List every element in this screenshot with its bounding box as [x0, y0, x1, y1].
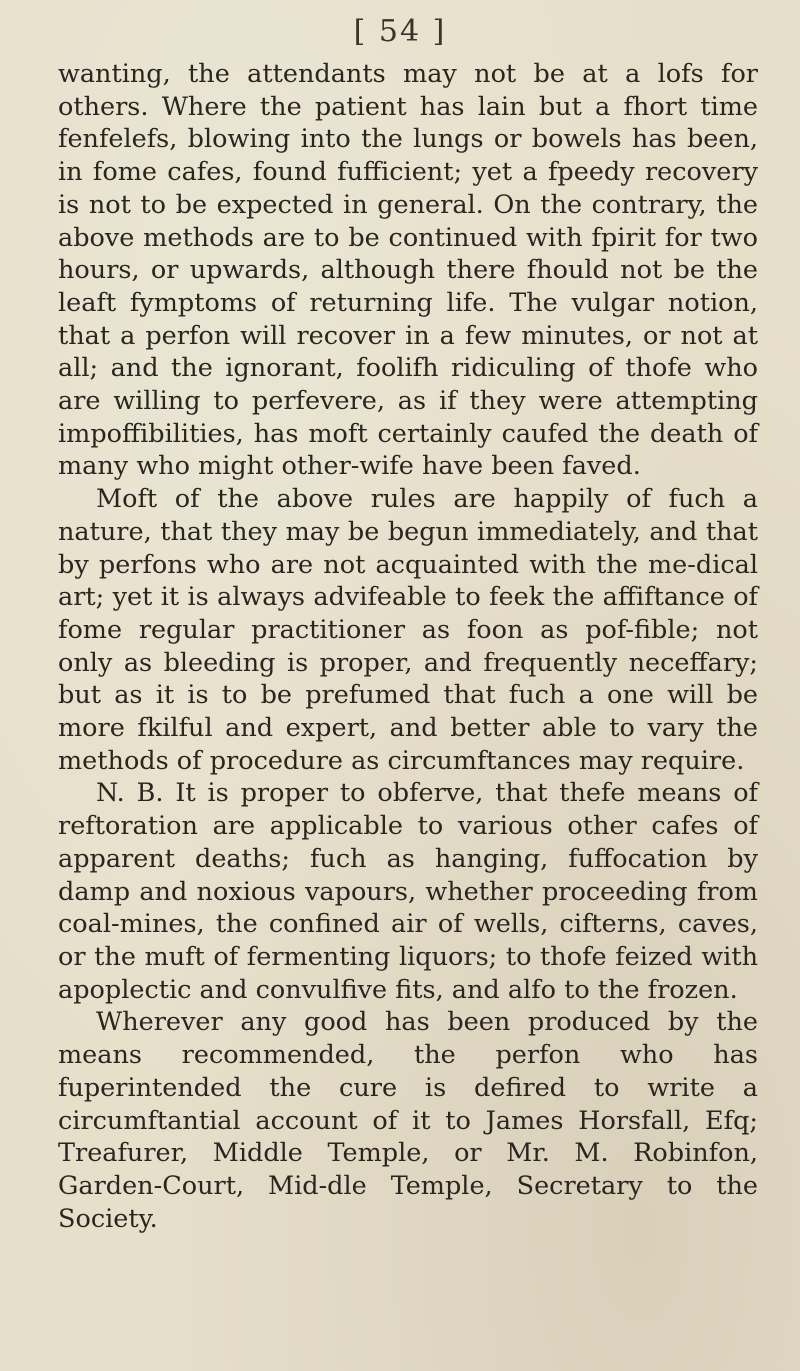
page-number: [ 54 ] [353, 14, 447, 49]
body-text [58, 58, 758, 1235]
paragraph-contact: Wherever any good has been produced by the means recommended, the perfon who has fuperintended the cure is defired to write a circumftantial account of it to James Horsfall, Efq; Treafurer, Middle Temple, or Mr. M. Robinfon, Garden-Court, Mid-dle Temple, Secretary to the Society. [58, 1007, 758, 1234]
paragraph-note: N. B. It is proper to obferve, that thefe means of reftoration are applicable to various other cafes of apparent deaths; fuch as hanging, fuffocation by damp and noxious vapours, whether proceeding from coal-mines, the confined air of wells, cifterns, caves, or the muft of fermenting liquors; to thofe feized with apoplectic and convulfive fits, and alfo to the frozen. [58, 778, 758, 1005]
paragraph-rules: Moft of the above rules are happily of fuch a nature, that they may be begun immediately, and that by perfons who are not acquainted with the me-dical art; yet it is always advifeable to feek the affiftance of fome regular practitioner as foon as pof-fible; not only as bleeding is proper, and frequently neceffary; but as it is to be prefumed that fuch a one will be more fkilful and expert, and better able to vary the methods of procedure as circumftances may require. [58, 484, 758, 776]
paragraph-continued: wanting, the attendants may not be at a lofs for others. Where the patient has lain but a fhort time fenfelefs, blowing into the lungs or bowels has been, in fome cafes, found fufficient; yet a fpeedy recovery is not to be expected in general. On the contrary, the above methods are to be continued with fpirit for two hours, or upwards, although there fhould not be the leaft fymptoms of returning life. The vulgar notion, that a perfon will recover in a few minutes, or not at all; and the ignorant, foolifh ridiculing of thofe who are willing to perfevere, as if they were attempting impoffibilities, has moft certainly caufed the death of many who might other-wife have been faved. [58, 59, 758, 482]
